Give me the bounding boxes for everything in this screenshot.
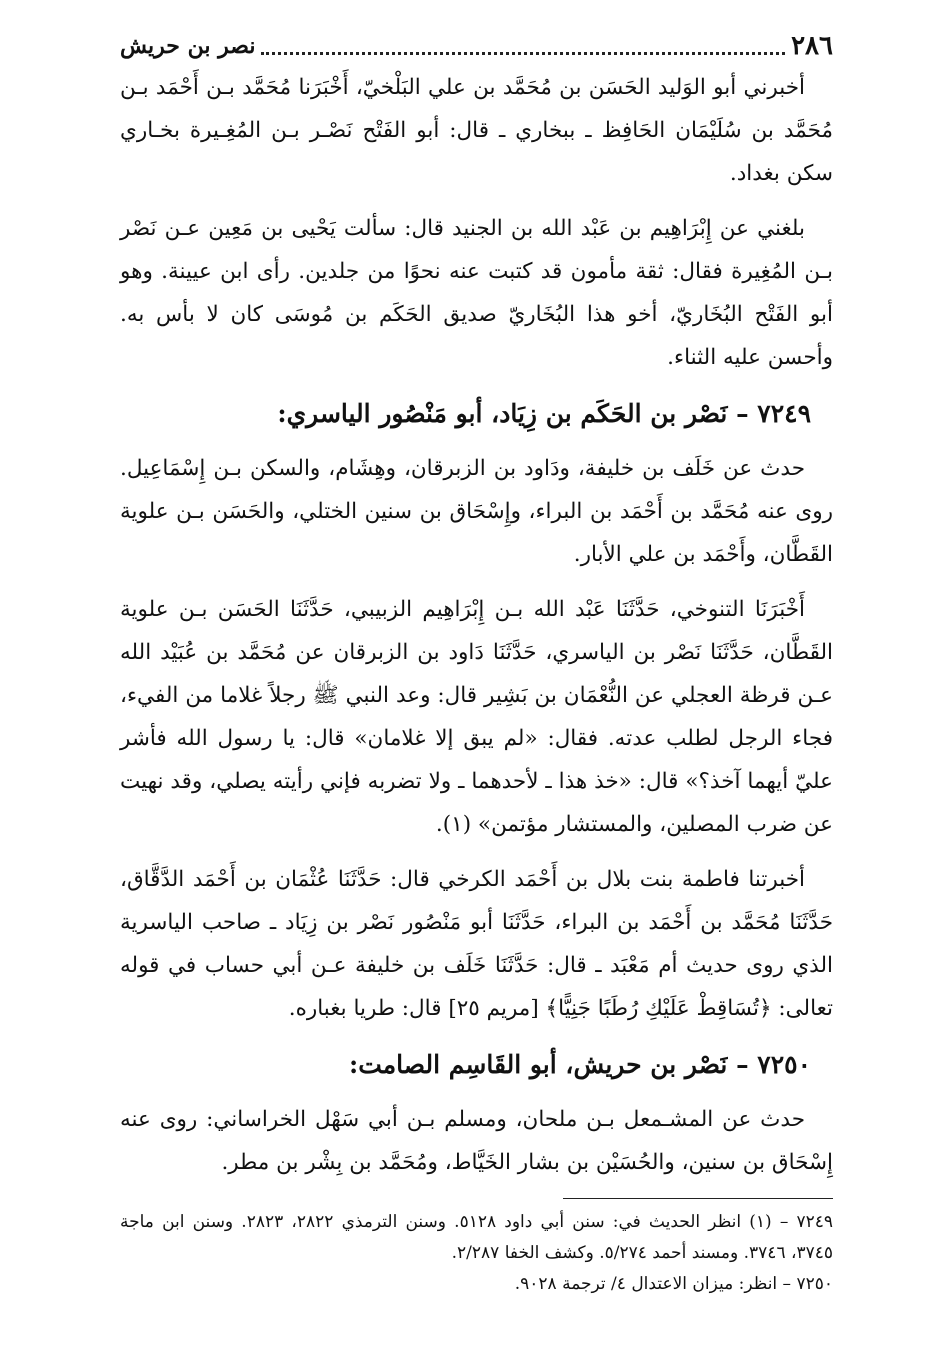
- page-number: ٢٨٦: [791, 31, 833, 61]
- footnote: ٧٢٤٩ – (١) انظر الحديث في: سنن أبي داود ٥١٢٨. وسنن الترمذي ٢٨٢٢، ٢٨٢٣. وسنن ابن ماجة ٣٧٤٥، ٣٧٤٦. ومسند أحمد ٥/٢٧٤. وكشف الخفا ٢/٢٨٧.: [120, 1212, 834, 1263]
- paragraph: حدث عن المشـمعل بـن ملحان، ومسلم بـن أبي سَهْل الخراساني: روى عنه إِسْحَاق بن سنين، والحُسَيْن بن بشار الخَيَّاط، ومُحَمَّد بن بِشْر بن مطر.: [120, 1107, 833, 1175]
- paragraph: بلغني عن إِبْرَاهِيم بن عَبْد الله بن الجنيد قال: سألت يَحْيى بن مَعِين عـن نَصْر بـن المُغِيرة فقال: ثقة مأمون قد كتبت عنه نحوًا من جلدين. رأى ابن عيينة. وهو أبو الفَتْح البُخَاريّ، أخو هذا البُخَاريّ صديق الحَكَم بن مُوسَى كان لا بأس به. وأحسن عليه الثناء.: [120, 216, 833, 370]
- entry-heading-7250: ٧٢٥٠ – نَصْر بن حريش، أبو القَاسِم الصامت:: [349, 1050, 811, 1079]
- page-body: [120, 66, 833, 1184]
- paragraph: أخبرني أبو الوَليد الحَسَن بن مُحَمَّد بن علي البَلْخيّ، أَخْبَرَنا مُحَمَّد بـن أَحْمَد بـن مُحَمَّد بن سُلَيْمَان الحَافِظ ـ ببخاري ـ قال: أبو الفَتْح نَصْـر بـن المُغِـيرة بخـاري سكن بغداد.: [120, 75, 833, 186]
- paragraph: حدث عن خَلَف بن خليفة، ودَاود بن الزبرقان، وهِشَام، والسكن بـن إِسْمَاعِيل. روى عنه مُحَمَّد بن أَحْمَد بن البراء، وإِسْحَاق بن سنين الختلي، والحَسَن بـن علوية القَطَّان، وأَحْمَد بن علي الأبار.: [120, 456, 833, 567]
- running-title: نصر بن حريش: [120, 33, 256, 59]
- paragraph: أخبرتنا فاطمة بنت بلال بن أَحْمَد الكرخي قال: حَدَّثَنَا عُثْمَان بن أَحْمَد الدَّقَّاق، حَدَّثَنَا مُحَمَّد بن أَحْمَد بن البراء، حَدَّثَنَا أبو مَنْصُور نَصْر بن زِيَاد ـ صاحب الياسرية الذي روى حديث أم مَعْبَد ـ قال: حَدَّثَنَا خَلَف بن خليفة عـن أبي حساب في قوله تعالى: ﴿تُسَاقِطْ عَلَيْكِ رُطَبًا جَنِيًّا﴾ [مريم ٢٥] قال: طريا بغباره.: [120, 867, 833, 1021]
- entry-heading-7249: ٧٢٤٩ – نَصْر بن الحَكَم بن زِيَاد، أبو مَنْصُور الياسري:: [277, 399, 811, 428]
- footnote: ٧٢٥٠ – انظر: ميزان الاعتدال ٤/ ترجمة ٩٠٢٨.: [514, 1274, 833, 1294]
- page-header: [120, 26, 833, 66]
- paragraph: أَخْبَرَنَا التنوخي، حَدَّثَنَا عَبْد الله بـن إِبْرَاهِيم الزبيبي، حَدَّثَنَا الحَسَن بـن علوية القَطَّان، حَدَّثَنَا نَصْر بن الياسري، حَدَّثَنَا دَاود بن الزبرقان عن مُحَمَّد بن عُبَيْد الله عـن قرظة العجلي عن النُّعْمَان بن بَشِير قال: وعد النبي ﷺ رجلاً غلاما من الفيء، فجاء الرجل لطلب عدته. فقال: «لم يبق إلا غلامان» قال: يا رسول الله فأشر عليّ أيهما آخذ؟» قال: «خذ هذا ـ لأحدهما ـ ولا تضربه فإني رأيته يصلي، وقد نهيت عن ضرب المصلين، والمستشار مؤتمن» (١).: [120, 597, 833, 837]
- header-dotted-leader: [261, 38, 785, 55]
- footnotes: [120, 1207, 833, 1300]
- footnote-separator: [563, 1198, 833, 1199]
